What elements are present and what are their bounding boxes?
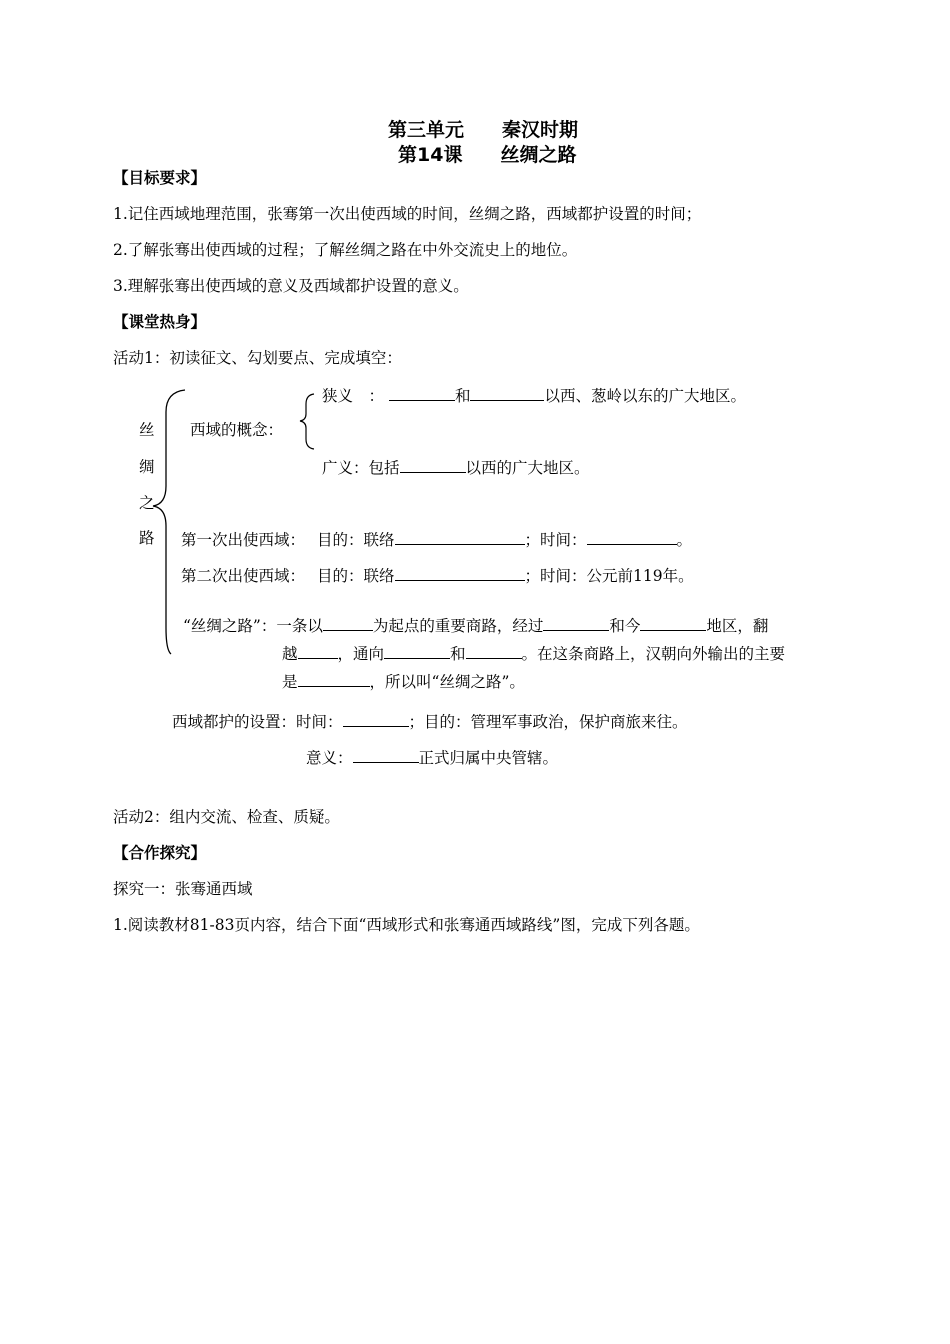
broad-blank[interactable] — [400, 456, 466, 473]
silk-road-export-blank[interactable] — [298, 670, 370, 687]
silk-road-via-blank-1[interactable] — [543, 614, 609, 631]
narrow-definition — [322, 384, 746, 406]
goal-item-3: 3.理解张骞出使西域的意义及西域都护设置的意义。 — [113, 277, 469, 295]
first-mission — [181, 528, 692, 550]
broad-label: 广义：包括 — [322, 459, 400, 477]
first-mission-label: 第一次出使西域： — [181, 531, 306, 549]
question-1: 1.阅读教材81-83页内容，结合下面“西域形式和张骞通西域路线”图，完成下列各题。 — [113, 916, 700, 934]
activity-2: 活动2：组内交流、检查、质疑。 — [113, 808, 340, 826]
silk-road-desc-1b: 为起点的重要商路，经过 — [372, 617, 544, 635]
silk-road-desc-1d: 地区，翻 — [706, 617, 769, 635]
first-purpose-blank[interactable] — [395, 528, 525, 545]
silk-road-desc-1c: 和今 — [609, 617, 641, 635]
silk-road-desc-2a: 越 — [282, 645, 298, 663]
silk-road-cross-blank[interactable] — [298, 642, 338, 659]
first-end: 。 — [676, 531, 693, 549]
silk-road-desc-2b: ，通向 — [337, 645, 385, 663]
protectorate-purpose: ；目的：管理军事政治，保护商旅来往。 — [408, 713, 688, 731]
narrow-blank-2[interactable] — [470, 384, 544, 401]
broad-end: 以西的广大地区。 — [465, 459, 590, 477]
broad-definition — [322, 456, 590, 478]
protectorate-setup — [172, 710, 688, 732]
second-purpose-label: 目的：联络 — [317, 567, 395, 585]
small-brace — [298, 392, 318, 452]
silk-road-char-3: 之 — [139, 494, 155, 512]
silk-road-char-4: 路 — [139, 529, 155, 547]
significance-label: 意义： — [306, 749, 353, 767]
silk-road-desc-line-1 — [183, 614, 768, 636]
goal-item-1: 1.记住西域地理范围，张骞第一次出使西域的时间，丝绸之路，西域都护设置的时间； — [113, 205, 702, 223]
silk-road-desc-line-3 — [282, 670, 525, 692]
silk-road-char-1: 丝 — [139, 421, 155, 439]
goal-item-2: 2.了解张骞出使西域的过程；了解丝绸之路在中外交流史上的地位。 — [113, 241, 578, 259]
significance-blank[interactable] — [353, 746, 419, 763]
silk-road-desc-1a: “丝绸之路”：一条以 — [183, 617, 323, 635]
unit-title: 第三单元 秦汉时期 — [388, 119, 579, 141]
first-time-label: ；时间： — [524, 531, 587, 549]
goals-heading: 【目标要求】 — [113, 168, 207, 187]
warmup-heading: 【课堂热身】 — [113, 312, 207, 331]
protectorate-significance — [306, 746, 558, 768]
narrow-and: 和 — [454, 387, 471, 405]
silk-road-desc-3b: ，所以叫“丝绸之路”。 — [369, 673, 525, 691]
silk-road-desc-line-2 — [282, 642, 785, 664]
second-time-label: ；时间：公元前119年。 — [524, 567, 694, 585]
silk-road-dest-blank-1[interactable] — [384, 642, 450, 659]
second-mission-label: 第二次出使西域： — [181, 567, 306, 585]
protectorate-label: 西域都护的设置：时间： — [172, 713, 343, 731]
silk-road-char-2: 绸 — [139, 458, 155, 476]
protectorate-time-blank[interactable] — [343, 710, 409, 727]
first-time-blank[interactable] — [587, 528, 677, 545]
cooperation-heading: 【合作探究】 — [113, 843, 207, 862]
narrow-label: 狭义 ： — [322, 387, 385, 405]
second-purpose-blank[interactable] — [395, 564, 525, 581]
inquiry-1: 探究一：张骞通西域 — [113, 880, 253, 898]
silk-road-desc-2d: 。在这条商路上，汉朝向外输出的主要 — [521, 645, 786, 663]
first-purpose-label: 目的：联络 — [317, 531, 395, 549]
significance-end: 正式归属中央管辖。 — [418, 749, 559, 767]
lesson-title: 第14课 丝绸之路 — [398, 144, 577, 166]
silk-road-desc-3a: 是 — [282, 673, 298, 691]
narrow-end: 以西、葱岭以东的广大地区。 — [544, 387, 746, 405]
silk-road-via-blank-2[interactable] — [640, 614, 706, 631]
second-mission — [181, 564, 694, 586]
silk-road-dest-blank-2[interactable] — [466, 642, 522, 659]
narrow-blank-1[interactable] — [389, 384, 455, 401]
activity-1: 活动1：初读征文、勾划要点、完成填空： — [113, 349, 402, 367]
silk-road-desc-2c: 和 — [450, 645, 466, 663]
western-regions-concept: 西域的概念： — [190, 421, 284, 439]
silk-road-start-blank[interactable] — [323, 614, 373, 631]
